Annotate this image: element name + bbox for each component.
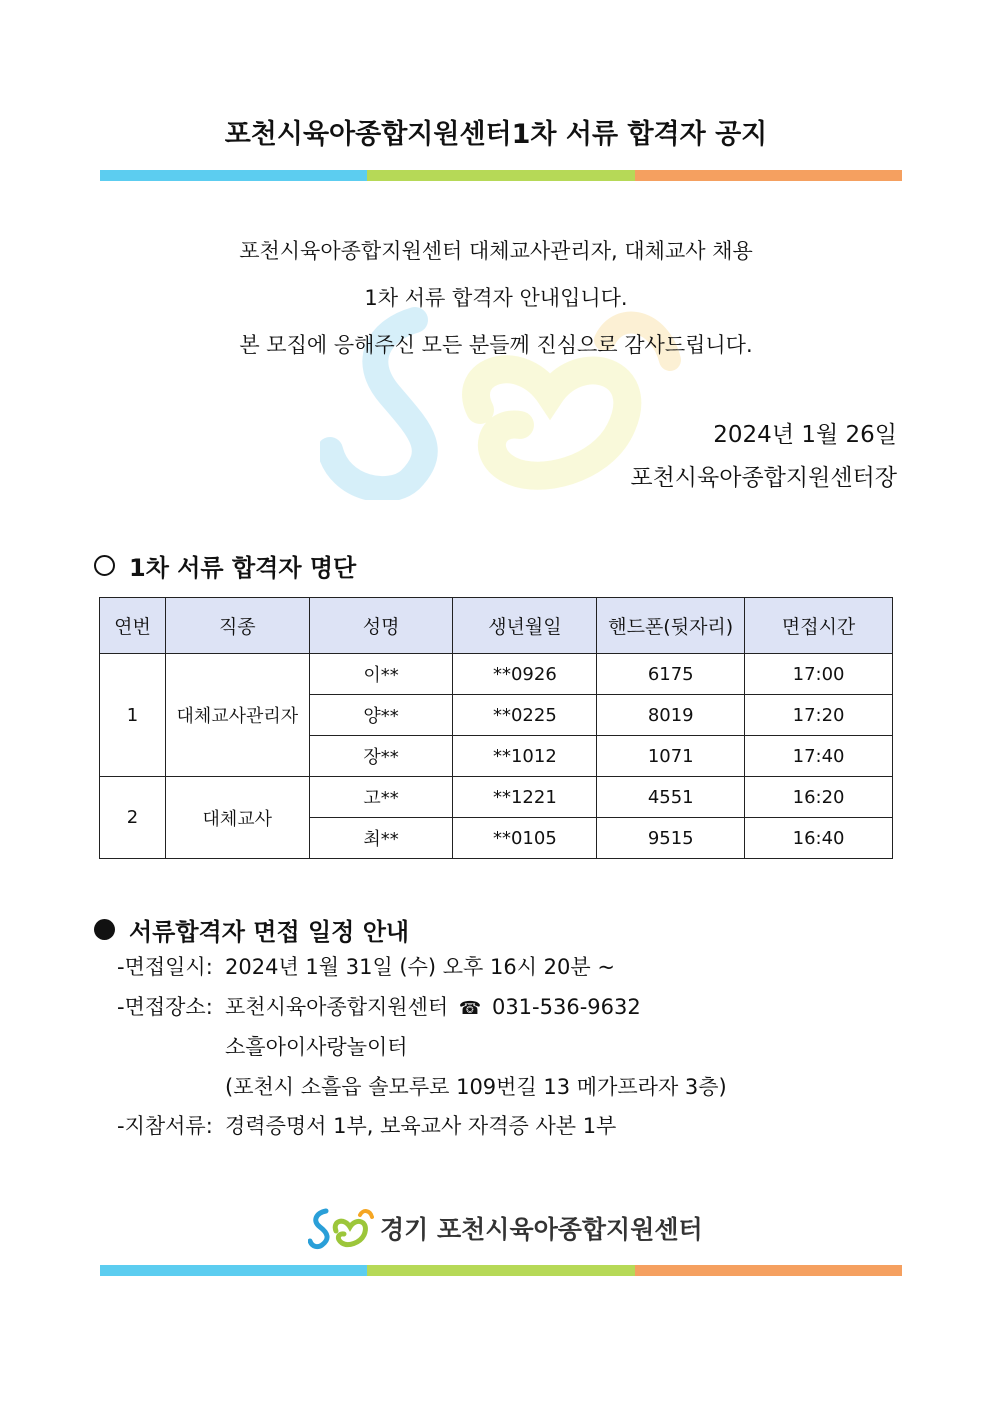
applicant-name: 고**	[309, 777, 453, 818]
column-header: 생년월일	[453, 598, 597, 654]
row-number: 1	[100, 654, 166, 777]
intro-line: 본 모집에 응해주신 모든 분들께 진심으로 감사드립니다.	[239, 333, 753, 357]
column-header: 직종	[165, 598, 309, 654]
table-row	[100, 654, 893, 695]
place-address: (포천시 소흘읍 솔모루로 109번길 13 메가프라자 3층)	[225, 1074, 727, 1099]
interview-time: 16:20	[745, 777, 893, 818]
column-header: 면접시간	[745, 598, 893, 654]
row-number: 2	[100, 777, 166, 859]
bar-segment-green	[367, 1265, 634, 1276]
job-type: 대체교사	[165, 777, 309, 859]
footer-org-name: 경기 포천시육아종합지원센터	[380, 1215, 703, 1244]
bar-segment-orange	[635, 170, 902, 181]
schedule-label: -면접일시:	[117, 955, 213, 979]
center-logo-icon	[308, 1205, 374, 1251]
schedule-label: -면접장소:	[117, 994, 213, 1019]
section-title: 1차 서류 합격자 명단	[129, 554, 357, 582]
table-header-row	[100, 598, 893, 654]
intro-text	[0, 228, 992, 369]
applicant-name: 최**	[309, 818, 453, 859]
place-line-2: 소흘아이사랑놀이터	[225, 1035, 408, 1059]
job-type: 대체교사관리자	[165, 654, 309, 777]
required-documents: 경력증명서 1부, 보육교사 자격증 사본 1부	[225, 1114, 617, 1138]
section-heading-roster	[94, 548, 356, 583]
phone-suffix: 9515	[597, 818, 745, 859]
intro-line: 포천시육아종합지원센터 대체교사관리자, 대체교사 채용	[239, 239, 753, 263]
applicant-table	[99, 597, 893, 859]
filled-circle-icon	[94, 919, 115, 940]
column-header: 핸드폰(뒷자리)	[597, 598, 745, 654]
interview-datetime: 2024년 1월 31일 (수) 오후 16시 20분 ~	[225, 955, 615, 979]
birth-date: **1012	[453, 736, 597, 777]
schedule-row-date	[117, 948, 727, 988]
column-header: 성명	[309, 598, 453, 654]
column-header: 연번	[100, 598, 166, 654]
phone-icon: ☎	[458, 997, 482, 1019]
schedule-row-place	[117, 988, 727, 1029]
birth-date: **1221	[453, 777, 597, 818]
section-title: 서류합격자 면접 일정 안내	[129, 918, 410, 946]
footer-logo	[308, 1205, 703, 1251]
title-color-bar	[100, 170, 902, 181]
intro-line: 1차 서류 합격자 안내입니다.	[364, 286, 628, 310]
phone-suffix: 6175	[597, 654, 745, 695]
applicant-name: 양**	[309, 695, 453, 736]
bar-segment-orange	[635, 1265, 902, 1276]
section-heading-interview	[94, 912, 409, 947]
interview-time: 17:00	[745, 654, 893, 695]
birth-date: **0105	[453, 818, 597, 859]
interview-time: 17:20	[745, 695, 893, 736]
bar-segment-green	[367, 170, 634, 181]
notice-date: 2024년 1월 26일	[713, 422, 897, 448]
schedule-row-docs	[117, 1107, 727, 1147]
interview-place	[225, 988, 641, 1029]
bar-segment-blue	[100, 170, 367, 181]
page-title: 포천시육아종합지원센터1차 서류 합격자 공지	[224, 119, 768, 150]
birth-date: **0926	[453, 654, 597, 695]
interview-schedule	[117, 948, 727, 1147]
birth-date: **0225	[453, 695, 597, 736]
footer-color-bar	[100, 1265, 902, 1276]
interview-time: 16:40	[745, 818, 893, 859]
phone-suffix: 1071	[597, 736, 745, 777]
applicant-name: 이**	[309, 654, 453, 695]
schedule-label: -지참서류:	[117, 1114, 213, 1138]
phone-suffix: 8019	[597, 695, 745, 736]
place-name: 포천시육아종합지원센터	[225, 994, 449, 1019]
hollow-circle-icon	[94, 555, 115, 576]
bar-segment-blue	[100, 1265, 367, 1276]
date-block	[630, 414, 897, 500]
interview-time: 17:40	[745, 736, 893, 777]
place-phone: 031-536-9632	[491, 994, 641, 1019]
phone-suffix: 4551	[597, 777, 745, 818]
applicant-name: 장**	[309, 736, 453, 777]
table-row	[100, 777, 893, 818]
signer: 포천시육아종합지원센터장	[630, 465, 897, 491]
